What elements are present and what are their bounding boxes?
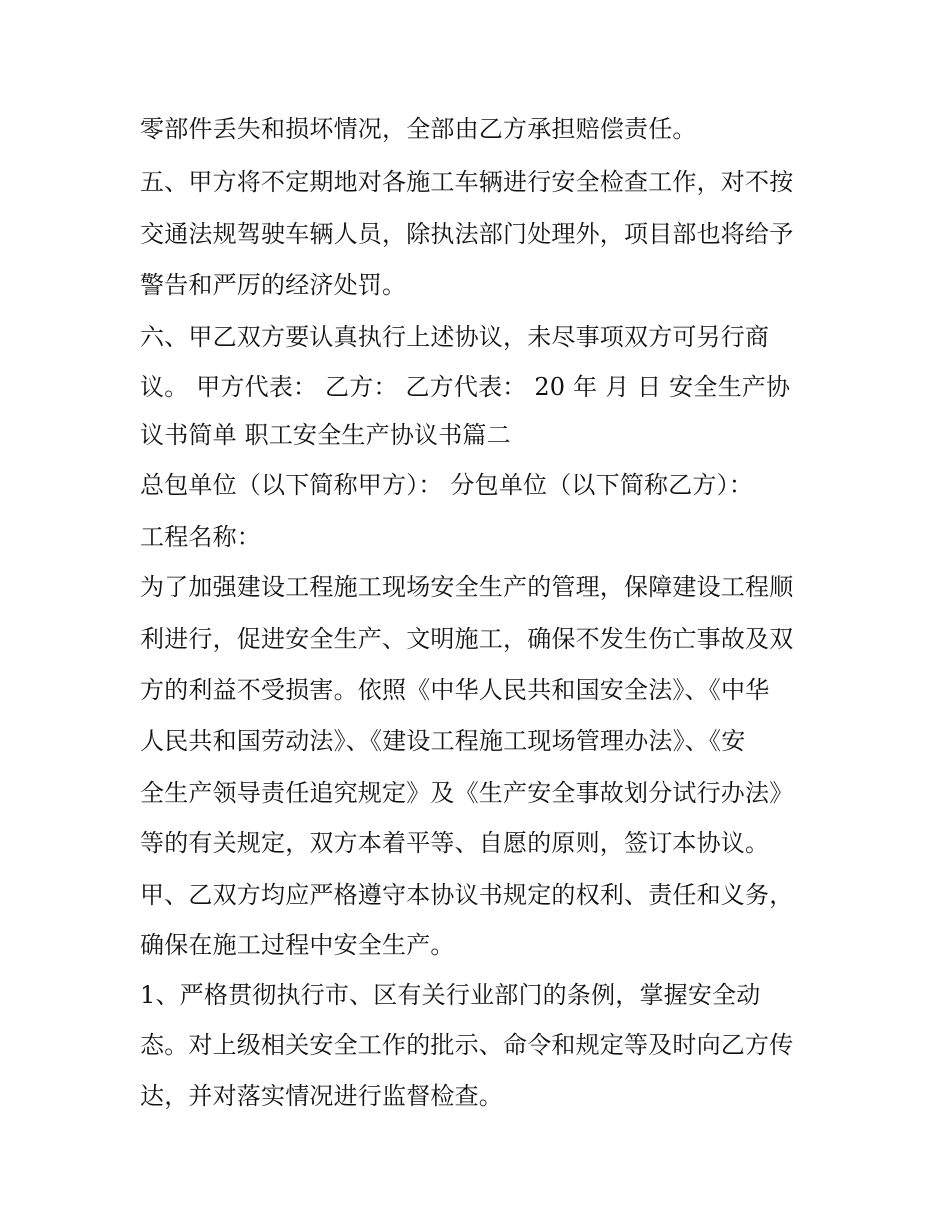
text-line: 五、甲方将不定期地对各施工车辆进行安全检查工作，对不按	[140, 168, 794, 196]
text-line: 警告和严厉的经济处罚。	[140, 271, 407, 299]
text-line: 议书简单 职工安全生产协议书篇二	[140, 421, 511, 449]
text-line: 甲、乙双方均应严格遵守本协议书规定的权利、责任和义务，	[140, 881, 794, 909]
text-line: 确保在施工过程中安全生产。	[140, 931, 455, 959]
text-line: 态。对上级相关安全工作的批示、命令和规定等及时向乙方传	[140, 1031, 794, 1059]
text-line: 总包单位（以下简称甲方）： 分包单位（以下简称乙方）：	[140, 471, 754, 499]
text-line: 1、严格贯彻执行市、区有关行业部门的条例，掌握安全动	[140, 981, 761, 1009]
text-line: 达，并对落实情况进行监督检查。	[140, 1082, 503, 1110]
text-line: 议。 甲方代表： 乙方： 乙方代表： 20 年 月 日 安全生产协	[140, 373, 791, 401]
text-line: 全生产领导责任追究规定》及《生产安全事故划分试行办法》	[140, 779, 794, 807]
text-line: 为了加强建设工程施工现场安全生产的管理，保障建设工程顺	[140, 573, 794, 601]
text-line: 人民共和国劳动法》、《建设工程施工现场管理办法》、《安	[140, 727, 746, 755]
text-line: 六、甲乙双方要认真执行上述协议，未尽事项双方可另行商	[140, 323, 770, 351]
text-line: 工程名称：	[140, 523, 261, 551]
text-line: 交通法规驾驶车辆人员，除执法部门处理外，项目部也将给予	[140, 220, 794, 248]
text-line: 方的利益不受损害。依照《中华人民共和国安全法》、《中华	[140, 676, 770, 704]
text-line: 等的有关规定，双方本着平等、自愿的原则，签订本协议。	[140, 829, 770, 857]
text-line: 零部件丢失和损坏情况，全部由乙方承担赔偿责任。	[140, 115, 697, 143]
text-line: 利进行，促进安全生产、文明施工，确保不发生伤亡事故及双	[140, 625, 794, 653]
